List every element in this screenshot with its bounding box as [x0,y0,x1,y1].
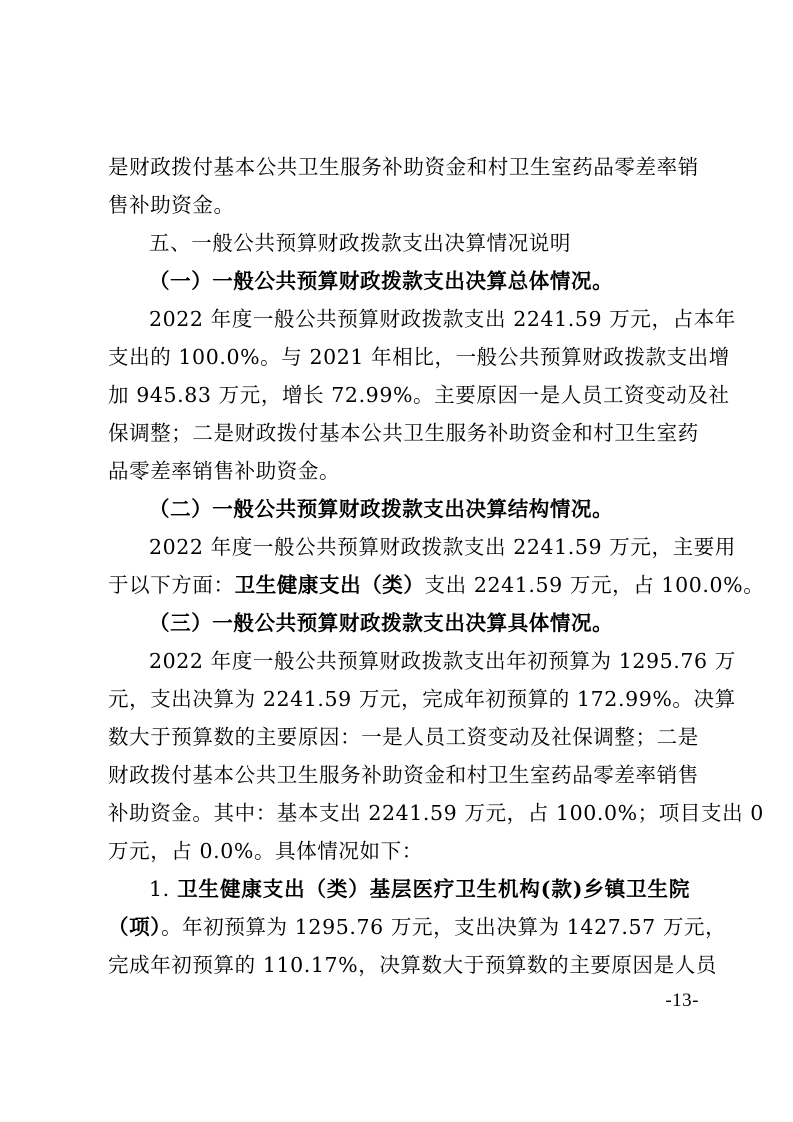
paragraph-line: 完成年初预算的 110.17%，决算数大于预算数的主要原因是人员 [108,953,717,977]
paragraph-line [108,566,765,604]
item-heading-line [108,870,690,908]
paragraph-line: 补助资金。其中：基本支出 2241.59 万元，占 100.0%；项目支出 0 [108,801,764,825]
paragraph-line: 2022 年度一般公共预算财政拨款支出 2241.59 万元，主要用 [149,535,736,559]
bold-item-title: 卫生健康支出（类）基层医疗卫生机构(款)乡镇卫生院 [177,877,690,901]
bold-item-title: （项） [108,915,162,939]
paragraph-line [108,908,727,946]
paragraph-line: 保调整；二是财政拨付基本公共卫生服务补助资金和村卫生室药 [108,421,699,445]
page-number: -13- [665,990,699,1011]
paragraph-line: 加 945.83 万元，增长 72.99%。主要原因一是人员工资变动及社 [108,383,730,407]
paragraph-line: 数大于预算数的主要原因：一是人员工资变动及社保调整；二是 [108,725,699,749]
paragraph-line: 是财政拨付基本公共卫生服务补助资金和村卫生室药品零差率销 [108,155,699,179]
paragraph-line: 售补助资金。 [108,193,235,217]
paragraph-line: 支出的 100.0%。与 2021 年相比，一般公共预算财政拨款支出增 [108,345,730,369]
item-number: 1. [149,877,178,901]
document-page [108,148,765,984]
paragraph-line: 元，支出决算为 2241.59 万元，完成年初预算的 172.99%。决算 [108,687,736,711]
line-text: 。年初预算为 1295.76 万元，支出决算为 1427.57 万元， [161,915,727,939]
bold-category: 卫生健康支出（类） [234,573,425,597]
subsection-heading-3: （三）一般公共预算财政拨款支出决算具体情况。 [149,611,614,635]
paragraph-line: 2022 年度一般公共预算财政拨款支出年初预算为 1295.76 万 [149,649,736,673]
paragraph-line: 万元，占 0.0%。具体情况如下： [108,839,423,863]
line-text: 于以下方面： [108,573,235,597]
line-text: 支出 2241.59 万元，占 100.0%。 [424,573,765,597]
paragraph-line: 2022 年度一般公共预算财政拨款支出 2241.59 万元，占本年 [149,307,736,331]
section-heading: 五、一般公共预算财政拨款支出决算情况说明 [149,231,571,255]
paragraph-line: 品零差率销售补助资金。 [108,459,341,483]
subsection-heading-1: （一）一般公共预算财政拨款支出决算总体情况。 [149,269,614,293]
subsection-heading-2: （二）一般公共预算财政拨款支出决算结构情况。 [149,497,614,521]
paragraph-line: 财政拨付基本公共卫生服务补助资金和村卫生室药品零差率销售 [108,763,699,787]
